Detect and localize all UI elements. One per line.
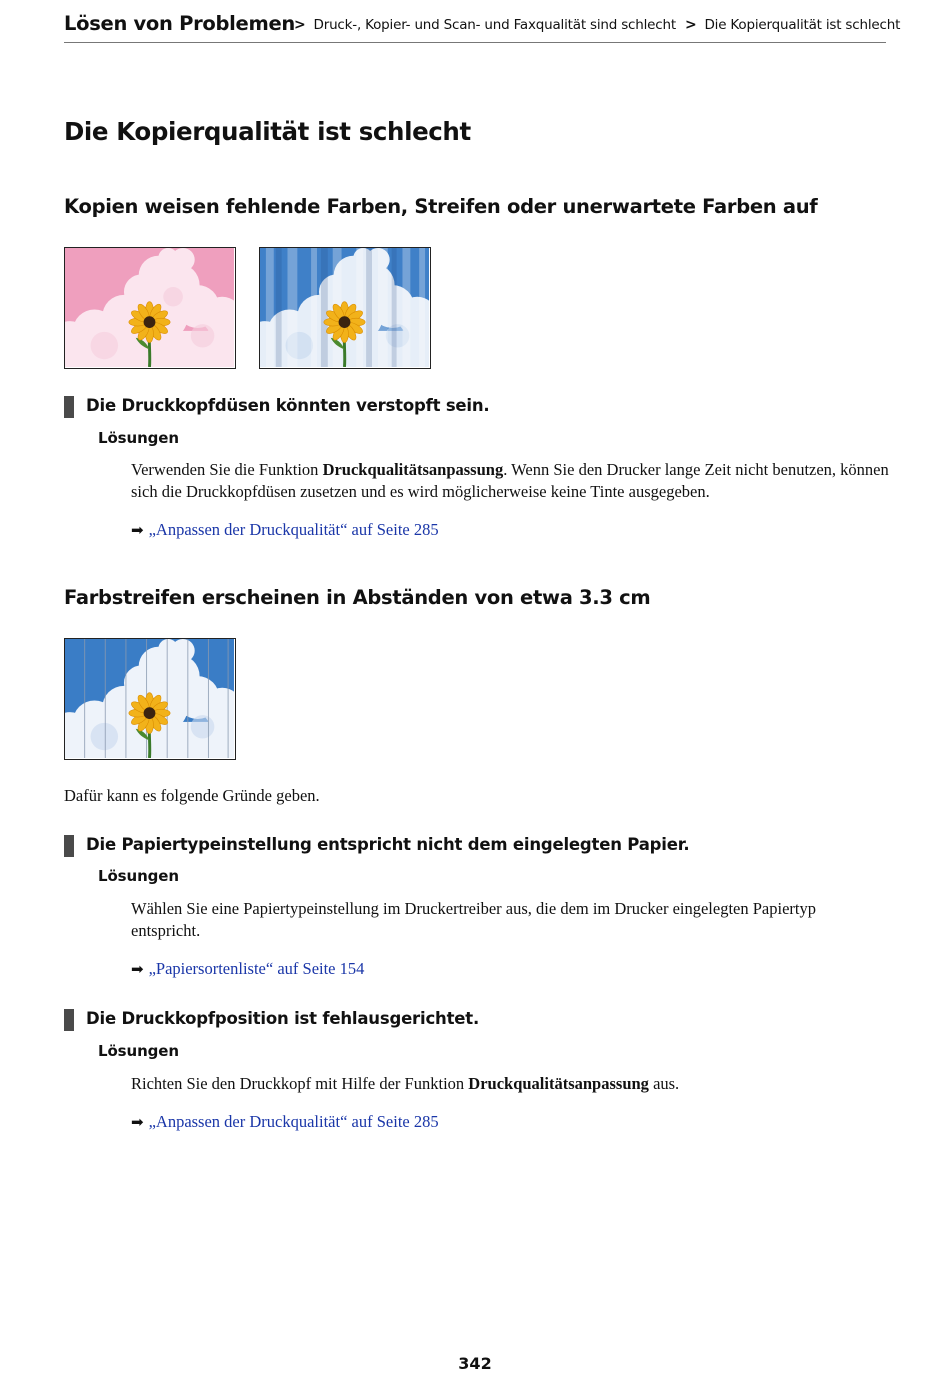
breadcrumb-item: Druck-, Kopier- und Scan- und Faxqualität sind schlecht [313, 17, 676, 33]
solutions-label: Lösungen [98, 867, 179, 885]
pink-tint-copy-image [64, 247, 236, 369]
breadcrumb-separator: > [294, 17, 306, 33]
breadcrumb [285, 17, 900, 33]
cross-reference-link[interactable]: ➡ „Anpassen der Druckqualität“ auf Seite 285 [131, 1112, 439, 1131]
banding-copy-image [64, 638, 236, 760]
heading-bar [64, 396, 74, 418]
arrow-right-icon: ➡ [131, 1113, 144, 1131]
cross-reference-link[interactable]: ➡ „Anpassen der Druckqualität“ auf Seite 285 [131, 520, 439, 539]
breadcrumb-separator: > [684, 17, 697, 33]
section-heading: Farbstreifen erscheinen in Abständen von etwa 3.3 cm [64, 586, 651, 609]
cross-reference-link[interactable]: ➡ „Papiersortenliste“ auf Seite 154 [131, 959, 365, 978]
solutions-label: Lösungen [98, 1042, 179, 1060]
striped-copy-image [259, 247, 431, 369]
breadcrumb-item-current: Die Kopierqualität ist schlecht [704, 17, 901, 33]
arrow-right-icon: ➡ [131, 960, 144, 978]
solution-text: Verwenden Sie die Funktion Druckqualitätsanpassung. Wenn Sie den Drucker lange Zeit nicht benutzen, können sich die Druckkopfdüsen zusetzen und es wird möglicherweise keine Tinte ausgegeben. [131, 460, 889, 501]
page-title: Die Kopierqualität ist schlecht [64, 117, 471, 146]
solutions-label: Lösungen [98, 429, 179, 447]
section-heading: Kopien weisen fehlende Farben, Streifen oder unerwartete Farben auf [64, 195, 818, 218]
page-header [64, 10, 901, 43]
intro-text: Dafür kann es folgende Gründe geben. [64, 786, 320, 805]
solution-text: Wählen Sie eine Papiertypeinstellung im Druckertreiber aus, die dem im Drucker eingelegten Papiertyp entspricht. [131, 899, 816, 940]
arrow-right-icon: ➡ [131, 521, 144, 539]
heading-bar [64, 835, 74, 857]
heading-bar [64, 1009, 74, 1031]
breadcrumb-section: Lösen von Problemen [64, 12, 296, 35]
solution-text: Richten Sie den Druckkopf mit Hilfe der Funktion Druckqualitätsanpassung aus. [131, 1074, 680, 1093]
page-number: 342 [458, 1354, 492, 1373]
